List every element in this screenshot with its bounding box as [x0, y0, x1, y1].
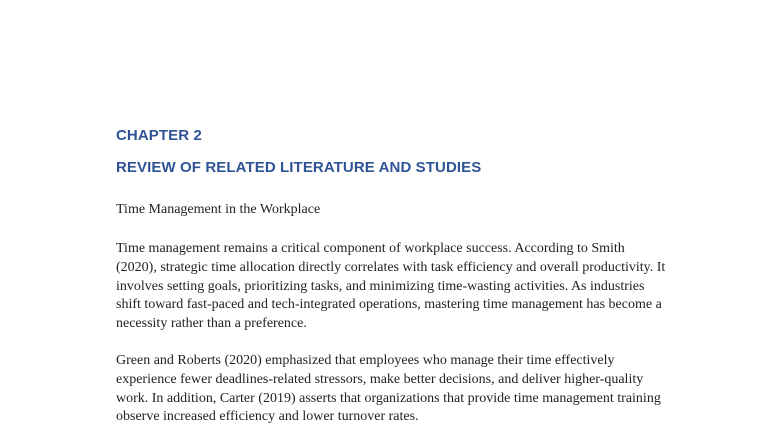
document-content — [116, 124, 676, 427]
body-paragraph-2: Green and Roberts (2020) emphasized that employees who manage their time effectively experience fewer deadlines-related stressors, make better decisions, and deliver higher-quality work. In addition, Carter (2019) asserts that organizations that provide time management training observe increased efficiency and lower turnover rates. — [116, 352, 661, 425]
chapter-label: CHAPTER 2 — [116, 127, 202, 144]
body-paragraph-1: Time management remains a critical component of workplace success. According to Smith (2020), strategic time allocation directly correlates with task efficiency and overall productivity. It involves setting goals, prioritizing tasks, and minimizing time-wasting activities. As industries shift toward fast-paced and tech-integrated operations, mastering time management has become a necessity rather than a preference. — [116, 241, 666, 332]
section-title: Time Management in the Workplace — [116, 202, 321, 217]
chapter-title: REVIEW OF RELATED LITERATURE AND STUDIES — [116, 159, 482, 176]
